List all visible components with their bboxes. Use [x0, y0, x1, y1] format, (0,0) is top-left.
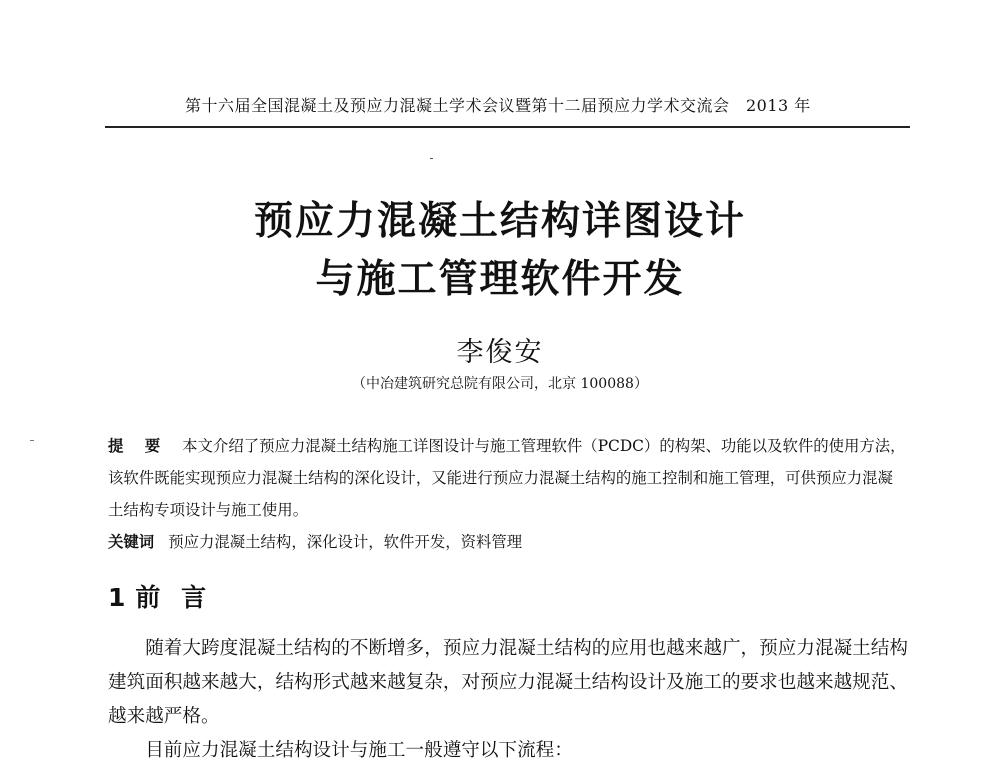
keywords-label: 关键词	[108, 533, 155, 551]
section-heading	[108, 578, 212, 614]
section-title: 前 言	[135, 583, 213, 612]
running-header: 第十六届全国混凝土及预应力混凝土学术会议暨第十二届预应力学术交流会 2013 年	[185, 96, 811, 115]
header-rule	[105, 126, 910, 128]
abstract-label: 提 要	[108, 437, 169, 455]
paper-title-line-1: 预应力混凝土结构详图设计	[253, 199, 746, 244]
body-paragraph: 目前应力混凝土结构设计与施工一般遵守以下流程：	[145, 740, 573, 761]
scan-speck	[430, 158, 433, 159]
abstract-text: 本文介绍了预应力混凝土结构施工详图设计与施工管理软件（PCDC）的构架、功能以及软件的使用方法，该软件既能实现预应力混凝土结构的深化设计，又能进行预应力混凝土结构的施工控制和施工管理，可供预应力混凝土结构专项设计与施工使用。	[108, 437, 906, 519]
paper-title-line-2: 与施工管理软件开发	[315, 257, 685, 302]
body-paragraph: 随着大跨度混凝土结构的不断增多，预应力混凝土结构的应用也越来越广，预应力混凝土结构建筑面积越来越大，结构形式越来越复杂，对预应力混凝土结构设计及施工的要求也越来越规范、越来越严格。	[108, 638, 908, 727]
section-body	[108, 632, 908, 768]
section-number: 1	[108, 583, 126, 612]
keywords	[108, 529, 908, 555]
keywords-text: 预应力混凝土结构，深化设计，软件开发，资料管理	[168, 533, 523, 551]
author-name: 李俊安	[456, 337, 544, 368]
abstract	[108, 430, 908, 526]
margin-mark	[30, 440, 34, 441]
author-affiliation: （中冶建筑研究总院有限公司，北京 100088）	[352, 376, 648, 392]
